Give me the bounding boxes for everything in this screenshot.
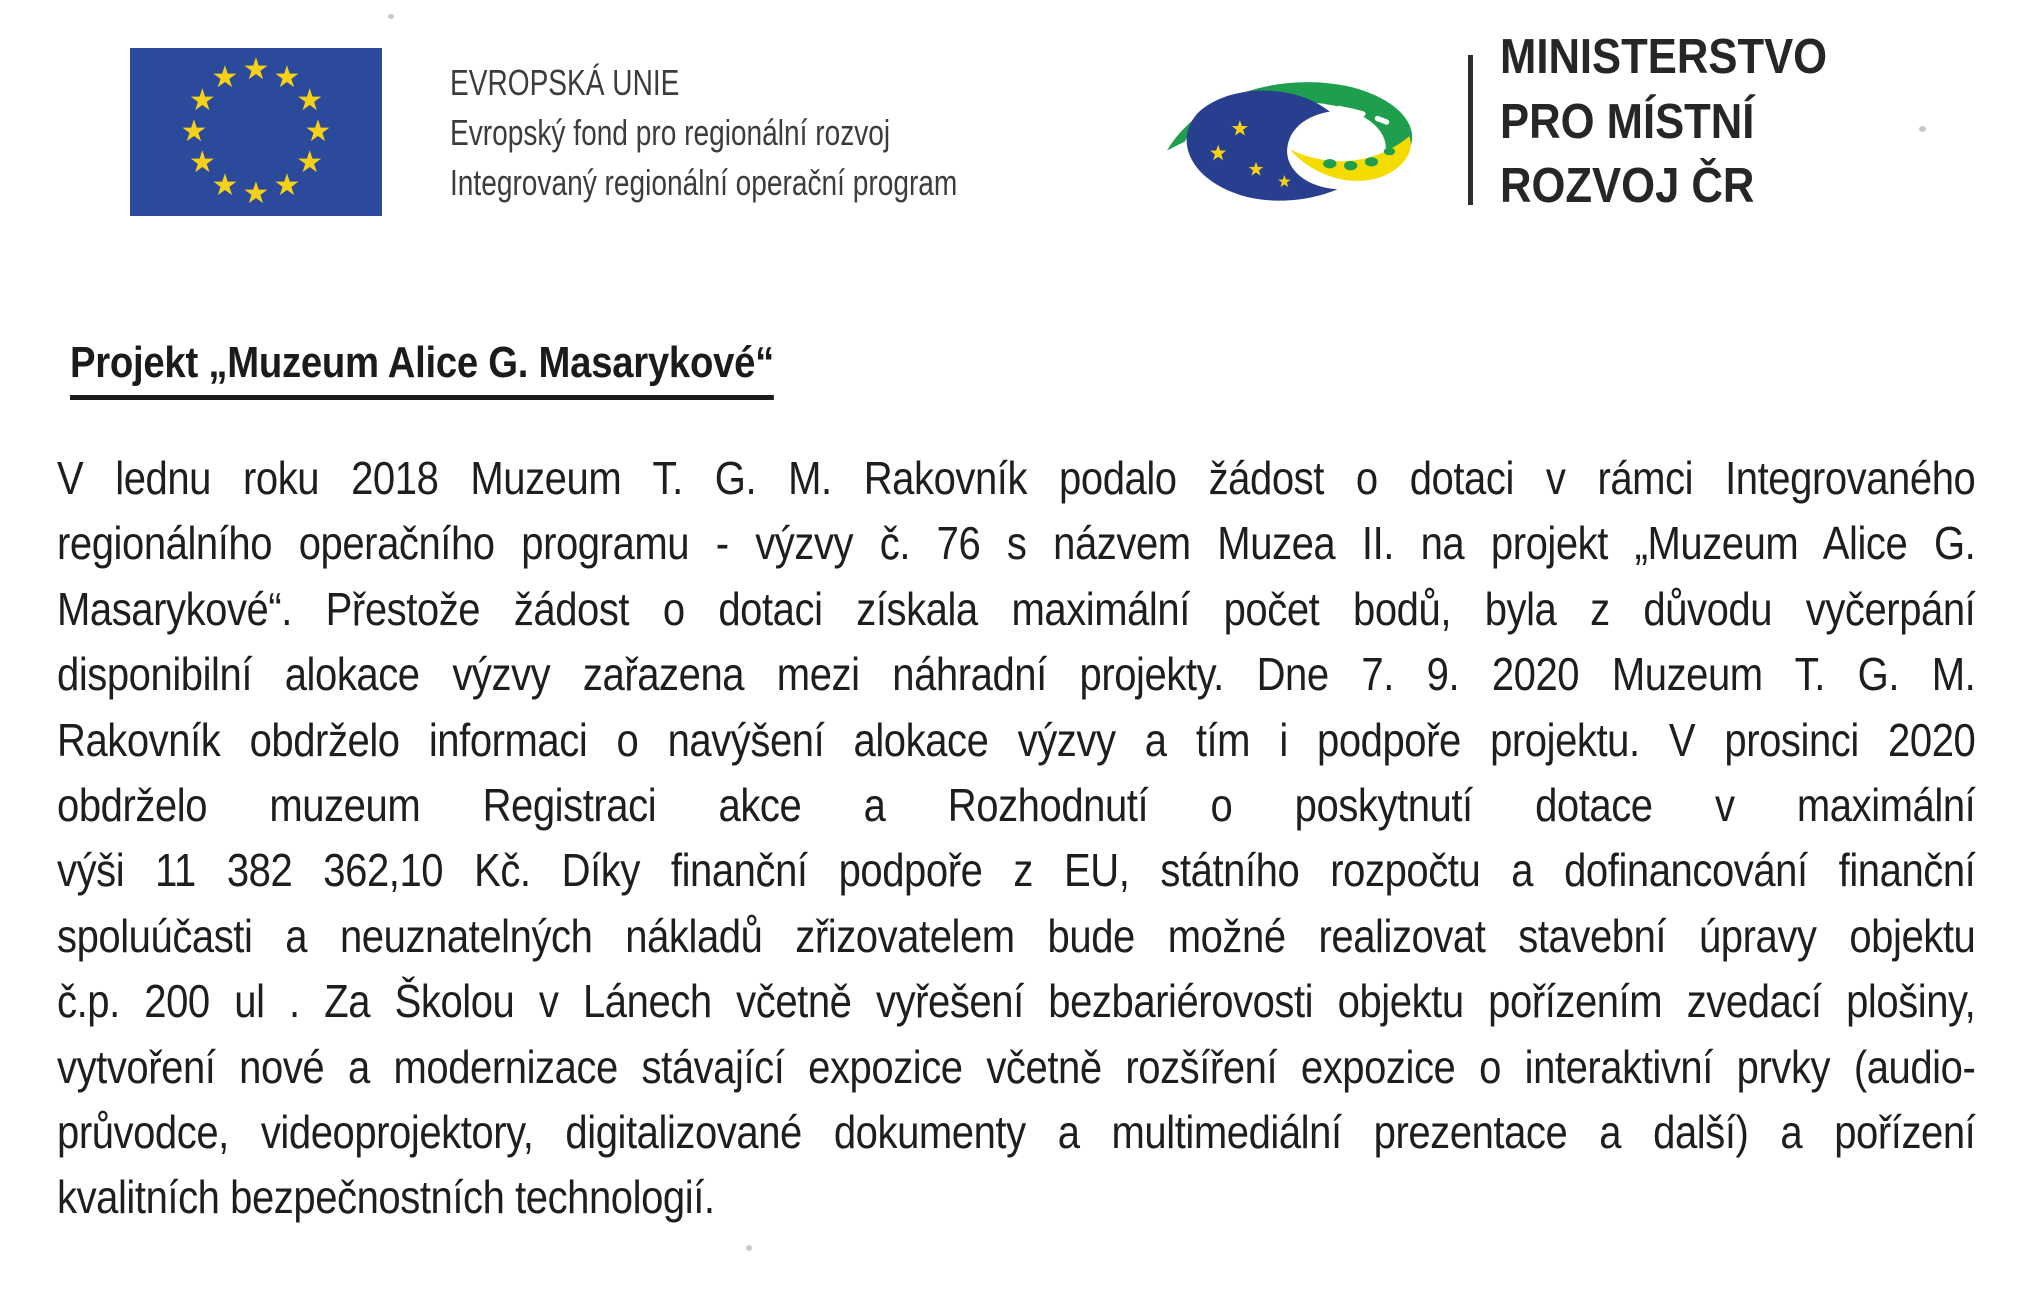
eu-program-label: Integrovaný regionální operační program — [450, 162, 958, 203]
eu-flag-star-icon: ★ — [188, 83, 216, 118]
page-title: Projekt „Muzeum Alice G. Masarykové“ — [70, 338, 774, 400]
ministry-line-2: PRO MÍSTNÍ — [1500, 94, 1755, 149]
eu-flag-star-icon: ★ — [304, 114, 332, 149]
eu-flag-star-icon: ★ — [296, 145, 324, 180]
eu-union-label: EVROPSKÁ UNIE — [450, 62, 680, 103]
paragraph-line: vytvoření nové a modernizace stávající expozice včetně rozšíření expozice o interaktivní prvky (audio- — [57, 1040, 1976, 1093]
paragraph-line: průvodce, videoprojektory, digitalizované dokumenty a multimediální prezentace a další) a pořízení — [57, 1105, 1976, 1158]
eu-flag-star-icon: ★ — [242, 176, 270, 211]
header-divider — [1468, 55, 1473, 205]
scan-speck — [388, 14, 394, 19]
paragraph-line: Masarykové“. Přestože žádost o dotaci získala maximální počet bodů, byla z důvodu vyčerpání — [57, 582, 1976, 635]
eu-flag-star-icon: ★ — [242, 52, 270, 87]
paragraph-line: spoluúčasti a neuznatelných nákladů zřizovatelem bude možné realizovat stavební úpravy objektu — [57, 909, 1976, 962]
eu-flag-star-icon: ★ — [180, 114, 208, 149]
paragraph-line: disponibilní alokace výzvy zařazena mezi náhradní projekty. Dne 7. 9. 2020 Muzeum T. G. M. — [57, 648, 1976, 701]
paragraph-line: V lednu roku 2018 Muzeum T. G. M. Rakovník podalo žádost o dotaci v rámci Integrovaného — [57, 452, 1976, 504]
scan-speck — [1919, 126, 1926, 132]
paragraph-line: obdrželo muzeum Registraci akce a Rozhodnutí o poskytnutí dotace v maximální — [57, 778, 1976, 831]
paragraph — [57, 446, 1975, 1231]
paragraph-line: výši 11 382 362,10 Kč. Díky finanční podpoře z EU, státního rozpočtu a dofinancování finanční — [57, 844, 1976, 897]
ministry-logo-icon — [1150, 66, 1415, 216]
eu-flag-star-icon: ★ — [273, 167, 301, 203]
eu-fund-label: Evropský fond pro regionální rozvoj — [450, 112, 891, 153]
paragraph-line: Rakovník obdrželo informaci o navýšení alokace výzvy a tím i podpoře projektu. V prosinci 2020 — [57, 713, 1976, 766]
scan-speck — [746, 1245, 752, 1251]
paragraph-line: kvalitních bezpečnostních technologií. — [57, 1171, 715, 1224]
eu-flag-logo — [130, 48, 382, 216]
ministry-line-3: ROZVOJ ČR — [1500, 159, 1755, 213]
eu-flag-star-icon: ★ — [211, 60, 239, 96]
eu-flag-star-icon: ★ — [188, 145, 216, 180]
paragraph-line: regionálního operačního programu - výzvy č. 76 s názvem Muzea II. na projekt „Muzeum Alice G. — [57, 517, 1976, 570]
paragraph-line: č.p. 200 ul . Za Školou v Lánech včetně vyřešení bezbariérovosti objektu pořízením zvedací plošiny, — [57, 975, 1976, 1028]
ministry-line-1: MINISTERSTVO — [1500, 30, 1828, 84]
eu-flag-star-icon: ★ — [273, 60, 301, 96]
eu-flag-star-icon: ★ — [296, 83, 324, 118]
eu-programme-text — [450, 58, 957, 208]
ministry-wordmark — [1500, 25, 1827, 219]
eu-flag-star-icon: ★ — [211, 167, 239, 203]
